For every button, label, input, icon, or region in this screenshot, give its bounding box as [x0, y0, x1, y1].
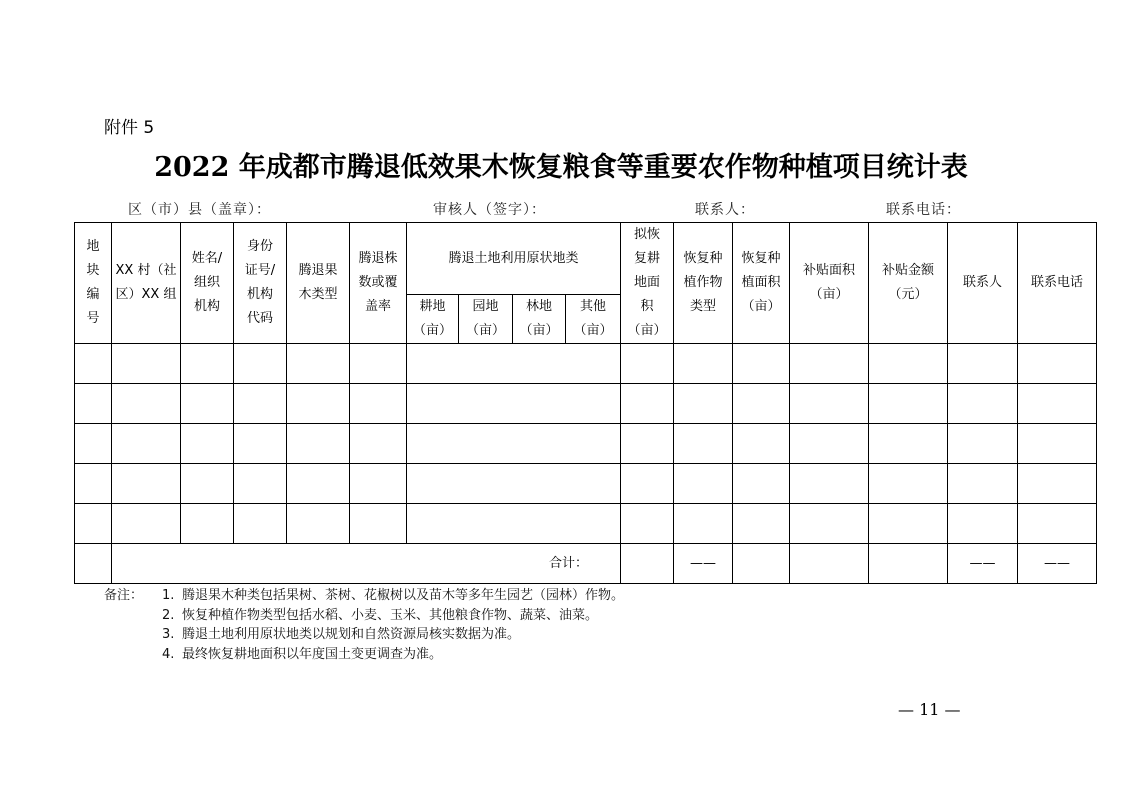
cell-contact-person	[948, 384, 1018, 424]
cell-contact-phone	[1018, 344, 1097, 384]
cell-coverage	[350, 384, 407, 424]
page-number: — 11 —	[898, 700, 961, 719]
cell-plot-no	[75, 344, 112, 384]
cell-subsidy-amount	[869, 464, 948, 504]
header-forest-land	[513, 295, 566, 344]
multiline-cell: 地 块 编 号	[86, 239, 100, 326]
cell-subsidy-amount	[869, 504, 948, 544]
cell-planned-area	[621, 504, 674, 544]
cell-plot-no	[75, 504, 112, 544]
cell-contact-person	[948, 504, 1018, 544]
header-planned-area	[621, 223, 674, 344]
notes-section	[104, 586, 624, 664]
cell-village	[112, 464, 181, 504]
cell-name-org	[181, 504, 234, 544]
cell-land-use	[407, 424, 621, 464]
header-village	[112, 223, 181, 344]
cell-subsidy-amount	[869, 424, 948, 464]
multiline-cell: 园地 （亩）	[465, 299, 505, 338]
multiline-cell: 腾退果 木类型	[298, 263, 338, 302]
phone-field: 联系电话：	[886, 202, 961, 218]
multiline-cell: XX 村（社 区）XX 组	[115, 263, 177, 302]
header-subsidy-area	[790, 223, 869, 344]
total-subsidy-area	[790, 544, 869, 584]
cell-name-org	[181, 424, 234, 464]
cell-contact-person	[948, 344, 1018, 384]
cell-plot-no	[75, 424, 112, 464]
cell-subsidy-area	[790, 464, 869, 504]
cell-tree-type	[287, 384, 350, 424]
cell-subsidy-area	[790, 504, 869, 544]
cell-coverage	[350, 424, 407, 464]
table-row	[75, 344, 1097, 384]
note-text: 腾退果木种类包括果树、茶树、花椒树以及苗木等多年生园艺（园林）作物。	[182, 588, 625, 603]
multiline-cell: 姓名/ 组织 机构	[191, 251, 223, 314]
cell-crop-area	[733, 384, 790, 424]
total-subsidy-amount	[869, 544, 948, 584]
header-other-land	[566, 295, 621, 344]
cell-tree-type	[287, 464, 350, 504]
document-title: 2022 年成都市腾退低效果木恢复粮食等重要农作物种植项目统计表	[154, 152, 968, 183]
note-number: 4.	[162, 646, 175, 662]
cell-id-code	[234, 504, 287, 544]
cell-plot-no	[75, 464, 112, 504]
cell-contact-phone	[1018, 464, 1097, 504]
cell-contact-phone	[1018, 504, 1097, 544]
header-contact-phone: 联系电话	[1018, 223, 1097, 344]
cell-planned-area	[621, 344, 674, 384]
cell-tree-type	[287, 344, 350, 384]
cell-id-code	[234, 344, 287, 384]
attachment-label: 附件 5	[104, 118, 155, 138]
multiline-cell: 耕地 （亩）	[412, 299, 452, 338]
multiline-cell: 腾退株 数或覆 盖率	[358, 251, 398, 314]
table-row	[75, 424, 1097, 464]
cell-crop-type	[674, 464, 733, 504]
note-item	[104, 606, 624, 626]
cell-crop-type	[674, 344, 733, 384]
total-label: 合计：	[112, 544, 621, 584]
cell-crop-area	[733, 344, 790, 384]
cell-village	[112, 384, 181, 424]
header-coverage	[350, 223, 407, 344]
header-arable-land	[407, 295, 459, 344]
cell-crop-type	[674, 384, 733, 424]
cell-contact-phone	[1018, 384, 1097, 424]
cell-name-org	[181, 464, 234, 504]
cell-planned-area	[621, 464, 674, 504]
total-crop-area	[733, 544, 790, 584]
note-text: 恢复种植作物类型包括水稻、小麦、玉米、其他粮食作物、蔬菜、油菜。	[182, 607, 599, 623]
table-body	[75, 344, 1097, 544]
header-plot-no	[75, 223, 112, 344]
cell-planned-area	[621, 384, 674, 424]
header-subsidy-amount	[869, 223, 948, 344]
multiline-cell: 身份 证号/ 机构 代码	[244, 239, 276, 326]
total-contact-person: ——	[948, 544, 1018, 584]
note-text: 腾退土地利用原状地类以规划和自然资源局核实数据为准。	[182, 627, 521, 642]
cell-land-use	[407, 344, 621, 384]
note-item	[104, 645, 624, 665]
cell-coverage	[350, 464, 407, 504]
cell-village	[112, 344, 181, 384]
header-name-org	[181, 223, 234, 344]
multiline-cell: 拟恢 复耕 地面 积 （亩）	[627, 227, 667, 338]
cell-tree-type	[287, 504, 350, 544]
note-item	[104, 586, 624, 606]
note-number: 2.	[162, 607, 175, 623]
multiline-cell: 恢复种 植作物 类型	[683, 251, 723, 314]
total-crop-type: ——	[674, 544, 733, 584]
multiline-cell: 其他 （亩）	[573, 299, 613, 338]
statistics-table	[74, 222, 1097, 584]
cell-land-use	[407, 464, 621, 504]
contact-field: 联系人：	[695, 202, 755, 218]
multiline-cell: 补贴面积 （亩）	[803, 263, 856, 302]
cell-tree-type	[287, 424, 350, 464]
cell-crop-type	[674, 424, 733, 464]
total-plot-cell	[75, 544, 112, 584]
cell-subsidy-amount	[869, 384, 948, 424]
header-land-use: 腾退土地利用原状地类	[407, 223, 621, 295]
cell-village	[112, 504, 181, 544]
total-planned-area	[621, 544, 674, 584]
multiline-cell: 恢复种 植面积 （亩）	[741, 251, 781, 314]
notes-lead: 备注：	[104, 588, 144, 603]
cell-name-org	[181, 344, 234, 384]
header-garden-land	[459, 295, 513, 344]
cell-planned-area	[621, 424, 674, 464]
note-number: 1.	[162, 588, 175, 603]
note-text: 最终恢复耕地面积以年度国土变更调查为准。	[182, 646, 443, 662]
reviewer-field: 审核人（签字）：	[433, 202, 546, 218]
multiline-cell: 补贴金额 （元）	[882, 263, 935, 302]
table-row	[75, 504, 1097, 544]
district-field: 区（市）县（盖章）：	[128, 202, 271, 218]
table-row	[75, 464, 1097, 504]
header-tree-type	[287, 223, 350, 344]
cell-land-use	[407, 504, 621, 544]
header-crop-type	[674, 223, 733, 344]
note-number: 3.	[162, 627, 175, 642]
cell-subsidy-area	[790, 424, 869, 464]
note-item	[104, 625, 624, 645]
cell-contact-person	[948, 464, 1018, 504]
total-contact-phone: ——	[1018, 544, 1097, 584]
cell-coverage	[350, 504, 407, 544]
cell-crop-area	[733, 424, 790, 464]
cell-id-code	[234, 384, 287, 424]
cell-subsidy-area	[790, 384, 869, 424]
cell-name-org	[181, 384, 234, 424]
cell-subsidy-area	[790, 344, 869, 384]
cell-subsidy-amount	[869, 344, 948, 384]
cell-land-use	[407, 384, 621, 424]
header-id-code	[234, 223, 287, 344]
cell-crop-type	[674, 504, 733, 544]
cell-id-code	[234, 464, 287, 504]
multiline-cell: 林地 （亩）	[519, 299, 559, 338]
cell-plot-no	[75, 384, 112, 424]
header-crop-area	[733, 223, 790, 344]
cell-crop-area	[733, 464, 790, 504]
cell-contact-phone	[1018, 424, 1097, 464]
cell-coverage	[350, 344, 407, 384]
header-contact-person: 联系人	[948, 223, 1018, 344]
cell-contact-person	[948, 424, 1018, 464]
cell-crop-area	[733, 504, 790, 544]
cell-village	[112, 424, 181, 464]
cell-id-code	[234, 424, 287, 464]
table-row	[75, 384, 1097, 424]
